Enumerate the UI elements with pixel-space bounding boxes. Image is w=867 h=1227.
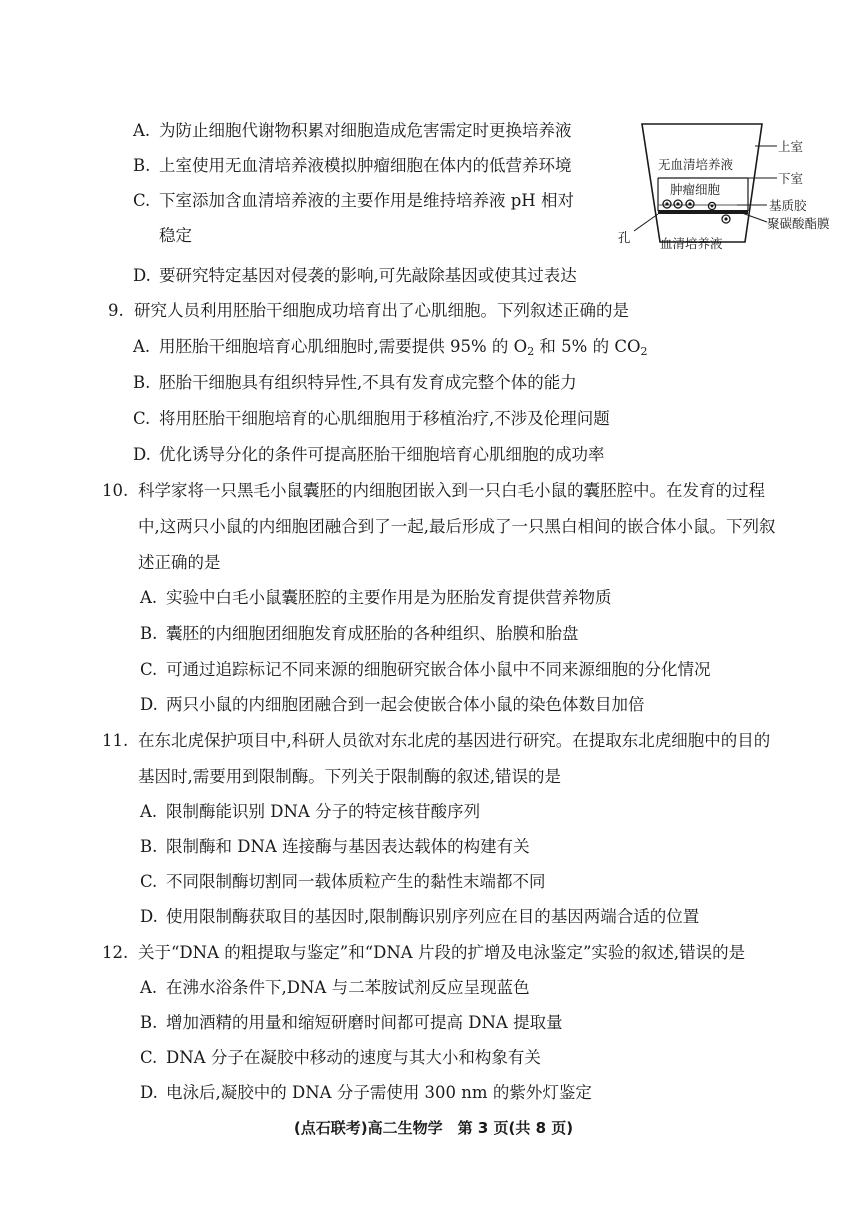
tumor-cell-nucleus — [711, 205, 714, 208]
q8-option-c-continued: 稳定 — [159, 226, 192, 245]
q12-option-b: B. 增加酒精的用量和缩短研磨时间都可提高 DNA 提取量 — [140, 1013, 563, 1032]
label-lower-chamber: 下室 — [778, 171, 804, 186]
q11-option-a: A. 限制酶能识别 DNA 分子的特定核苷酸序列 — [140, 802, 481, 821]
tumor-cell-nucleus — [676, 202, 679, 205]
q11-stem-line1: 11. 在东北虎保护项目中,科研人员欲对东北虎的基因进行研究。在提取东北虎细胞中的目的 — [102, 731, 771, 750]
q11-option-d: D. 使用限制酶获取目的基因时,限制酶识别序列应在目的基因两端合适的位置 — [140, 907, 700, 926]
label-membrane: 聚碳酸酯膜 — [767, 216, 830, 231]
label-pore: 孔 — [618, 230, 631, 245]
q12-option-c: C. DNA 分子在凝胶中移动的速度与其大小和构象有关 — [140, 1048, 541, 1067]
leader-pore — [634, 214, 658, 231]
q9-option-b: B. 胚胎干细胞具有组织特异性,不具有发育成完整个体的能力 — [133, 373, 577, 392]
q9-option-c: C. 将用胚胎干细胞培育的心肌细胞用于移植治疗,不涉及伦理问题 — [133, 409, 610, 428]
q8-option-c: C. 下室添加含血清培养液的主要作用是维持培养液 pH 相对 — [133, 191, 574, 210]
label-upper-chamber: 上室 — [778, 139, 804, 154]
transwell-diagram — [612, 116, 842, 261]
q10-option-a: A. 实验中白毛小鼠囊胚腔的主要作用是为胚胎发育提供营养物质 — [140, 588, 612, 607]
q10-stem-line3: 述正确的是 — [138, 553, 221, 572]
q10-stem-line1: 10. 科学家将一只黑毛小鼠囊胚的内细胞团嵌入到一只白毛小鼠的囊胚腔中。在发育的过程 — [102, 481, 765, 500]
q12-option-d: D. 电泳后,凝胶中的 DNA 分子需使用 300 nm 的紫外灯鉴定 — [140, 1083, 592, 1102]
tumor-cell-nucleus — [665, 202, 668, 205]
q8-option-a: A. 为防止细胞代谢物积累对细胞造成危害需定时更换培养液 — [133, 121, 572, 140]
q9-option-a: A. 用胚胎干细胞培育心肌细胞时,需要提供 95% 的 $O_2$ 和 5% 的 $CO_2$ — [133, 337, 648, 358]
q12-option-a: A. 在沸水浴条件下,DNA 与二苯胺试剂反应呈现蓝色 — [140, 978, 530, 997]
q10-option-c: C. 可通过追踪标记不同来源的细胞研究嵌合体小鼠中不同来源细胞的分化情况 — [140, 660, 711, 679]
label-tumor-cells: 肿瘤细胞 — [670, 182, 721, 197]
q10-stem-line2: 中,这两只小鼠的内细胞团融合到了一起,最后形成了一只黑白相间的嵌合体小鼠。下列叙 — [138, 517, 776, 536]
q9-stem: 9. 研究人员利用胚胎干细胞成功培育出了心肌细胞。下列叙述正确的是 — [108, 301, 629, 320]
q11-option-c: C. 不同限制酶切割同一载体质粒产生的黏性末端都不同 — [140, 872, 546, 891]
membrane-bar — [658, 210, 748, 214]
label-matrigel: 基质胶 — [769, 198, 807, 213]
label-serum-free: 无血清培养液 — [658, 157, 734, 172]
leader-membrane — [742, 213, 767, 222]
q11-stem-line2: 基因时,需要用到限制酶。下列关于限制酶的叙述,错误的是 — [138, 767, 561, 786]
q12-stem: 12. 关于“DNA 的粗提取与鉴定”和“DNA 片段的扩增及电泳鉴定”实验的叙述,错误的是 — [102, 943, 746, 962]
q9-option-d: D. 优化诱导分化的条件可提高胚胎干细胞培育心肌细胞的成功率 — [133, 445, 605, 464]
q11-option-b: B. 限制酶和 DNA 连接酶与基因表达载体的构建有关 — [140, 837, 530, 856]
label-serum: 血清培养液 — [660, 236, 723, 251]
q8-option-b: B. 上室使用无血清培养液模拟肿瘤细胞在体内的低营养环境 — [133, 156, 572, 175]
q8-option-d: D. 要研究特定基因对侵袭的影响,可先敲除基因或使其过表达 — [133, 266, 577, 285]
page-footer: (点石联考)高二生物学 第 3 页(共 8 页) — [293, 1119, 574, 1137]
q10-option-d: D. 两只小鼠的内细胞团融合到一起会使嵌合体小鼠的染色体数目加倍 — [140, 695, 645, 714]
tumor-cell-nucleus — [688, 202, 691, 205]
q10-option-b: B. 囊胚的内细胞团细胞发育成胚胎的各种组织、胎膜和胎盘 — [140, 624, 579, 643]
migrated-cell-nucleus — [724, 217, 727, 220]
